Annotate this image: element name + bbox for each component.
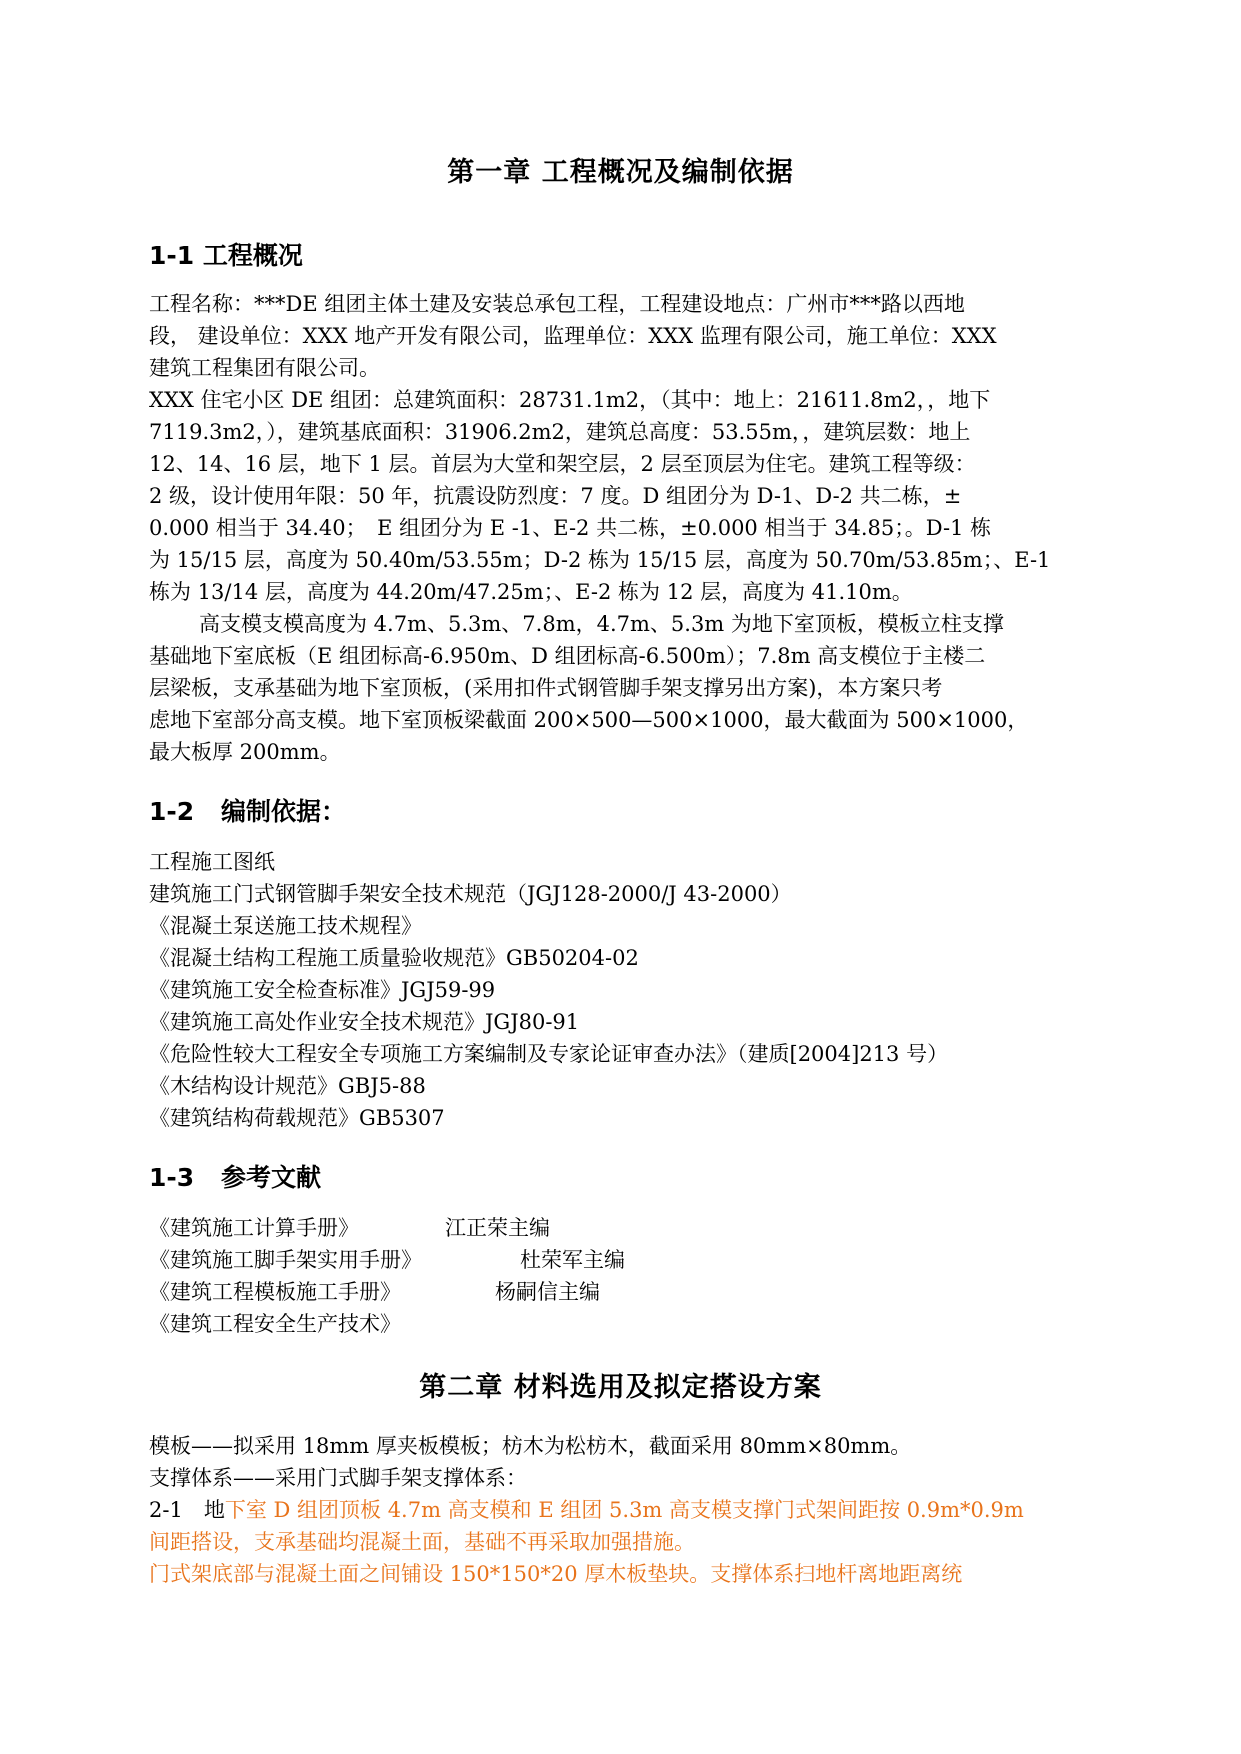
basis-item: 工程施工图纸 [149, 850, 275, 874]
overview-line: 建筑工程集团有限公司。 [149, 356, 380, 380]
scheme-item-highlight: 下室 D 组团顶板 4.7m 高支模和 E 组团 5.3m 高支模支撑门式架间距按 0.9m*0.9m [224, 1498, 1024, 1522]
reference-item [149, 1244, 625, 1276]
reference-item [149, 1276, 600, 1308]
basis-item: 《混凝土结构工程施工质量验收规范》GB50204-02 [149, 946, 639, 970]
section-number: 1-3 [149, 1163, 195, 1192]
chapter-1-title: 第一章 工程概况及编制依据 [447, 157, 794, 188]
section-title: 参考文献 [221, 1163, 322, 1192]
overview-line: XXX 住宅小区 DE 组团：总建筑面积：28731.1m2，（其中：地上：21611.8m2，，地下 [149, 388, 991, 412]
overview-line: 工程名称：***DE 组团主体土建及安装总承包工程，工程建设地点：广州市***路以西地 [149, 292, 965, 316]
reference-author: 杜荣军主编 [520, 1248, 625, 1272]
reference-author: 杨嗣信主编 [495, 1280, 600, 1304]
section-1-3-heading [149, 1158, 321, 1194]
basis-item: 《建筑施工高处作业安全技术规范》JGJ80-91 [149, 1010, 580, 1034]
basis-item: 《危险性较大工程安全专项施工方案编制及专家论证审查办法》（建质[2004]213 号） [149, 1042, 949, 1066]
section-1-2-heading [149, 792, 346, 828]
section-number: 1-2 [149, 797, 195, 826]
material-line: 支撑体系——采用门式脚手架支撑体系： [149, 1466, 527, 1490]
reference-book: 《建筑施工脚手架实用手册》 [149, 1248, 422, 1272]
overview-line: 为 15/15 层，高度为 50.40m/53.55m；D-2 栋为 15/15 层，高度为 50.70m/53.85m；、E-1 [149, 548, 1051, 572]
section-title: 编制依据： [221, 797, 347, 826]
overview-line: 层梁板，支承基础为地下室顶板，(采用扣件式钢管脚手架支撑另出方案)，本方案只考 [149, 676, 943, 700]
reference-item [149, 1212, 550, 1244]
basis-item: 《建筑施工安全检查标准》JGJ59-99 [149, 978, 496, 1002]
overview-line: 段， 建设单位：XXX 地产开发有限公司，监理单位：XXX 监理有限公司，施工单位：XXX [149, 324, 997, 348]
scheme-item-2-1 [149, 1494, 1024, 1526]
basis-item: 建筑施工门式钢管脚手架安全技术规范（JGJ128-2000/J 43-2000） [149, 882, 792, 906]
reference-book: 《建筑工程安全生产技术》 [149, 1312, 401, 1336]
material-line: 模板——拟采用 18mm 厚夹板模板；枋木为松枋木，截面采用 80mm×80mm。 [149, 1434, 912, 1458]
overview-line: 栋为 13/14 层，高度为 44.20m/47.25m；、E-2 栋为 12 层，高度为 41.10m。 [149, 580, 913, 604]
overview-line: 12、14、16 层，地下 1 层。首层为大堂和架空层，2 层至顶层为住宅。建筑工程等级： [149, 452, 976, 476]
basis-item: 《混凝土泵送施工技术规程》 [149, 914, 422, 938]
scheme-highlight-line: 门式架底部与混凝土面之间铺设 150*150*20 厚木板垫块。支撑体系扫地杆离地距离统 [149, 1562, 963, 1586]
overview-line: 基础地下室底板（E 组团标高-6.950m、D 组团标高-6.500m）；7.8m 高支模位于主楼二 [149, 644, 986, 668]
overview-line: 最大板厚 200mm。 [149, 740, 341, 764]
basis-item: 《木结构设计规范》GBJ5-88 [149, 1074, 426, 1098]
reference-book: 《建筑施工计算手册》 [149, 1216, 359, 1240]
basis-item: 《建筑结构荷载规范》GB5307 [149, 1106, 445, 1130]
reference-author: 江正荣主编 [445, 1216, 550, 1240]
chapter-2-title: 第二章 材料选用及拟定搭设方案 [419, 1372, 822, 1403]
section-1-1-heading: 1-1 工程概况 [149, 241, 303, 270]
overview-line: 高支模支模高度为 4.7m、5.3m、7.8m，4.7m、5.3m 为地下室顶板，模板立柱支撑 [199, 612, 1004, 636]
scheme-highlight-line: 间距搭设，支承基础均混凝土面，基础不再采取加强措施。 [149, 1530, 695, 1554]
scheme-item-prefix: 2-1 地 [149, 1498, 225, 1522]
reference-item [149, 1308, 401, 1340]
overview-line: 2 级，设计使用年限：50 年，抗震设防烈度：7 度。D 组团分为 D-1、D-2 共二栋，± [149, 484, 962, 508]
reference-book: 《建筑工程模板施工手册》 [149, 1280, 401, 1304]
overview-line: 7119.3m2，），建筑基底面积：31906.2m2，建筑总高度：53.55m，，建筑层数：地上 [149, 420, 971, 444]
overview-line: 虑地下室部分高支模。地下室顶板梁截面 200×500—500×1000，最大截面为 500×1000， [149, 708, 1029, 732]
overview-line: 0.000 相当于 34.40； E 组团分为 E -1、E-2 共二栋，±0.000 相当于 34.85；。D-1 栋 [149, 516, 992, 540]
